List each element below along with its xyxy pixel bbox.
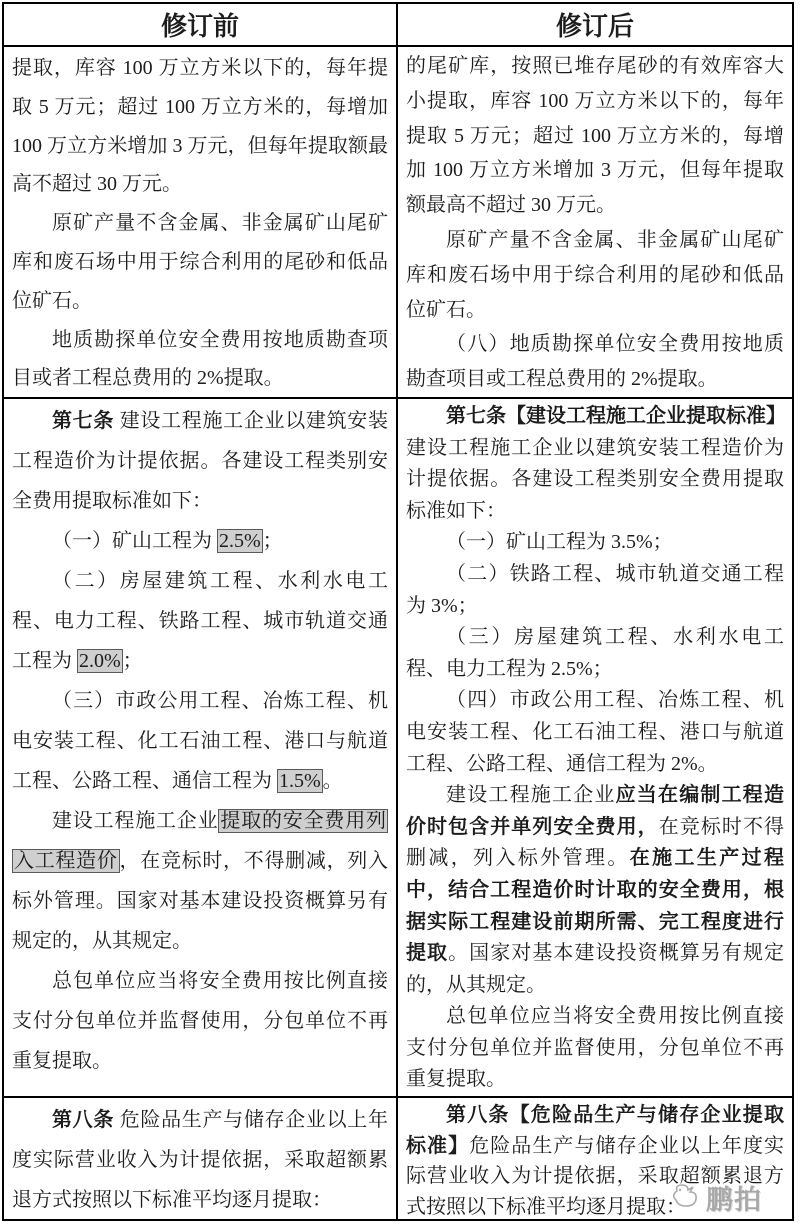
paragraph (406, 685, 784, 780)
text-run: 建设工程施工企业以建筑安装工程造价为计提依据。各建设工程类别安全费用提取标准如下： (12, 410, 388, 512)
text-run: 建设工程施工企业 (446, 784, 616, 807)
cell-before-row2 (4, 397, 398, 1096)
text-run: 地质勘探单位安全费用按地质勘查项目或者工程总费用的 2%提取。 (12, 328, 388, 390)
bold-run: 在施工生产过程中，结合工程造价时计取的安全费用，根据实际工程建设前期所需、完工程度进行提取 (406, 847, 784, 965)
text-run: （一）矿山工程为 3.5%； (446, 531, 673, 554)
text-run: 总包单位应当将安全费用按比例直接支付分包单位并监督使用，分包单位不再重复提取。 (12, 970, 388, 1072)
text-run: （一）矿山工程为 (52, 530, 217, 552)
paragraph (406, 223, 784, 327)
paragraph (12, 401, 388, 521)
paragraph (406, 622, 784, 685)
revision-comparison-table (2, 2, 794, 1221)
bold-run: 应当在编制工程造价时包含并单列安全费用， (406, 784, 785, 838)
text-run: 提取，库容 100 万立方米以下的，每年提取 5 万元；超过 100 万立方米的，每增加 100 万立方米增加 3 万元，但每年提取额最高不超过 30 万元。 (12, 57, 388, 196)
text-run: 的尾矿库，按照已堆存尾砂的有效库容大小提取，库容 100 万立方米以下的，每年提取 5 万元；超过 100 万立方米的，每增加 100 万立方米增加 3 万元，但每年提取额最高不超过 30 万元。 (406, 55, 784, 217)
paragraph (406, 527, 784, 559)
text-run: ，在竞标时，不得删减，列入标外管理。国家对基本建设投资概算另有规定的，从其规定。 (12, 850, 389, 952)
bold-run: 第七条 (52, 410, 115, 432)
paragraph (406, 1001, 784, 1096)
paragraph (406, 49, 784, 223)
text-run: （二）房屋建筑工程、水利水电工程、电力工程、铁路工程、城市轨道交通工程为 (12, 570, 388, 672)
paragraph (12, 204, 388, 320)
text-run: （三）市政公用工程、冶炼工程、机电安装工程、化工石油工程、港口与航道工程、公路工程、通信工程为 (12, 690, 388, 792)
header-before-label: 修订前 (160, 11, 239, 41)
paragraph (12, 801, 388, 961)
text-run: （三）房屋建筑工程、水利水电工程、电力工程为 2.5%； (406, 626, 784, 680)
paragraph (12, 49, 388, 204)
text-run: 。 (322, 770, 343, 792)
paragraph (12, 521, 388, 561)
highlighted-text: 2.5% (219, 530, 261, 552)
cell-before-row3 (4, 1096, 398, 1219)
paragraph (406, 559, 784, 622)
text-run: 危险品生产与储存企业以上年度实际营业收入为计提依据，采取超额累退方式按照以下标准平均逐月提取： (406, 1134, 785, 1218)
bold-run: 第八条 (52, 1109, 115, 1131)
paragraph (12, 321, 388, 397)
paragraph (12, 681, 388, 801)
text-run: （二）铁路工程、城市轨道交通工程为 3%； (406, 562, 784, 617)
watermark-label: 鹏拍 (706, 1185, 762, 1215)
header-revised-before (4, 4, 398, 45)
paragraph (406, 327, 784, 397)
cell-before-row1 (4, 45, 398, 397)
highlighted-text: 2.0% (79, 650, 121, 672)
paragraph (406, 1100, 784, 1219)
text-run: 建设工程施工企业以建筑安装工程造价为计提依据。各建设工程类别安全费用提取标准如下： (406, 436, 784, 522)
paragraph (12, 961, 388, 1081)
text-run: （四）市政公用工程、冶炼工程、机电安装工程、化工石油工程、港口与航道工程、公路工程、通信工程为 2%。 (406, 689, 784, 775)
text-run: 总包单位应当将安全费用按比例直接支付分包单位并监督使用，分包单位不再重复提取。 (406, 1005, 784, 1091)
text-run: ； (262, 530, 283, 552)
highlighted-text: 1.5% (279, 770, 321, 792)
cell-after-row1 (398, 45, 792, 397)
text-run: 危险品生产与储存企业以上年度实际营业收入为计提依据，采取超额累退方式按照以下标准平均逐月提取： (12, 1109, 388, 1211)
header-after-label: 修订后 (555, 11, 634, 41)
text-run: 在竞标时不得删减，列入标外管理。 (406, 815, 785, 870)
paragraph (406, 780, 784, 1001)
text-run: 建设工程施工企业 (52, 810, 219, 832)
cell-after-row3 (398, 1096, 792, 1219)
text-run: 原矿产量不含金属、非金属矿山尾矿库和废石场中用于综合利用的尾砂和低品位矿石。 (12, 212, 388, 312)
header-revised-after (398, 4, 792, 45)
text-run: ； (122, 650, 143, 672)
highlighted-text: 提取的安全费用列入工程造价 (14, 810, 387, 872)
paragraph (406, 401, 784, 527)
paragraph (12, 1100, 388, 1219)
cell-after-row2 (398, 397, 792, 1096)
paragraph (12, 561, 388, 681)
text-run: 原矿产量不含金属、非金属矿山尾矿库和废石场中用于综合利用的尾砂和低品位矿石。 (406, 228, 784, 321)
text-run: 。国家对基本建设投资概算另有规定的，从其规定。 (406, 942, 785, 996)
bold-run: 第八条【危险品生产与储存企业提取标准】 (406, 1104, 784, 1157)
text-run: （八）地质勘探单位安全费用按地质勘查项目或工程总费用的 2%提取。 (406, 333, 784, 391)
bold-run: 第七条【建设工程施工企业提取标准】 (446, 405, 786, 427)
